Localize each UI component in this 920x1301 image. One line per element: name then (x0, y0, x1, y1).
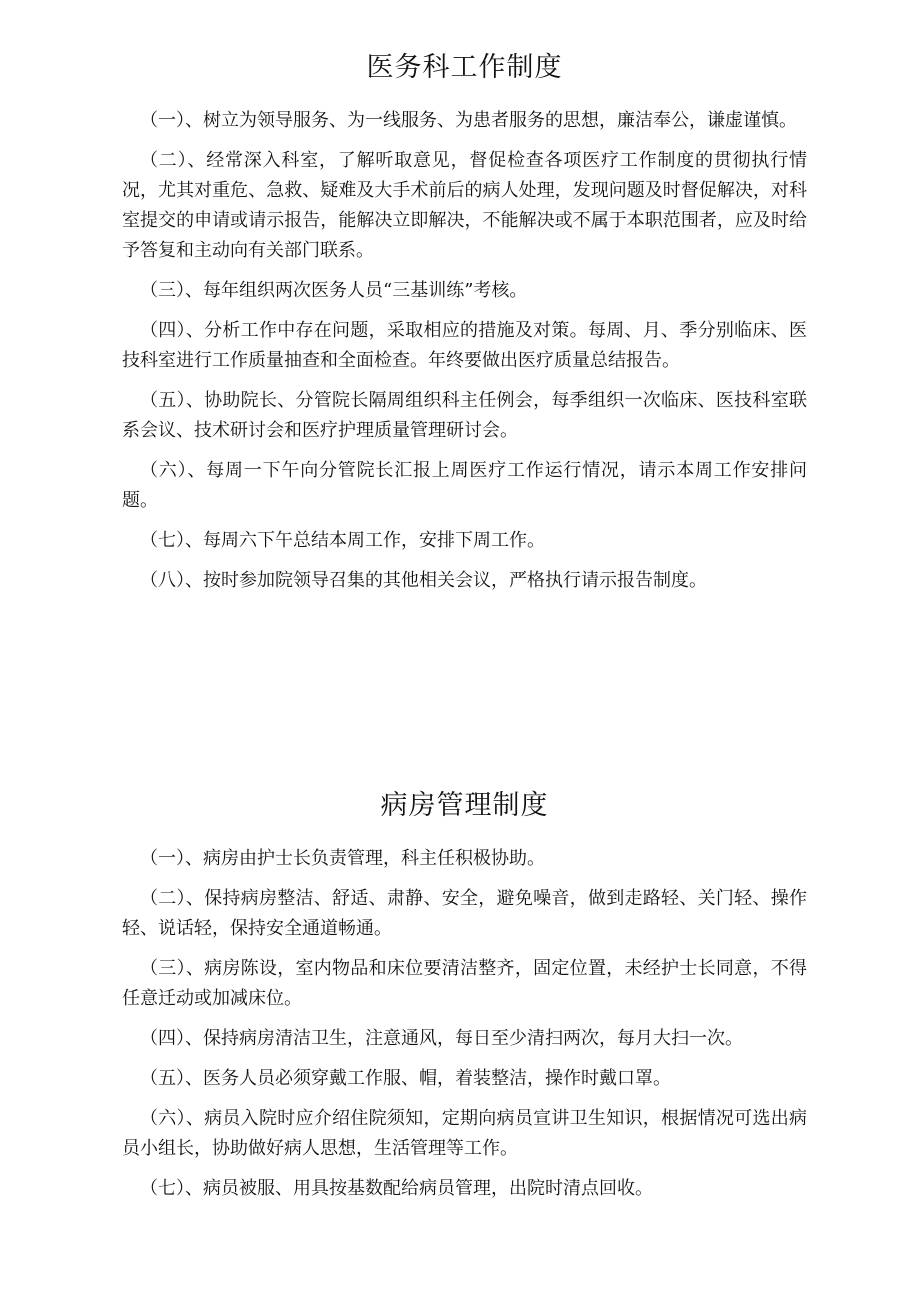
section-ward-management-rules (122, 788, 807, 1214)
paragraph: （七）、每周六下午总结本周工作，安排下周工作。 (140, 530, 545, 551)
section-medical-affairs-rules (122, 50, 807, 606)
section-title: 病房管理制度 (380, 790, 549, 821)
paragraph: （一）、树立为领导服务、为一线服务、为患者服务的思想，廉洁奉公，谦虚谨慎。 (140, 110, 797, 131)
paragraph: （一）、病房由护士长负责管理，科主任积极协助。 (140, 848, 545, 869)
paragraph: （二）、保持病房整洁、舒适、肃静、安全，避免噪音，做到走路轻、关门轻、操作轻、说话轻，保持安全通道畅通。 (122, 888, 807, 939)
section-title: 医务科工作制度 (366, 52, 563, 83)
paragraph: （四）、分析工作中存在问题，采取相应的措施及对策。每周、月、季分别临床、医技科室进行工作质量抽查和全面检查。年终要做出医疗质量总结报告。 (122, 320, 807, 371)
paragraph: （三）、病房陈设，室内物品和床位要清洁整齐，固定位置，未经护士长同意，不得任意迁动或加减床位。 (122, 958, 807, 1009)
paragraph: （五）、医务人员必须穿戴工作服、帽，着装整洁，操作时戴口罩。 (140, 1068, 671, 1089)
paragraph: （六）、每周一下午向分管院长汇报上周医疗工作运行情况，请示本周工作安排问题。 (122, 460, 807, 511)
paragraph: （三）、每年组织两次医务人员“三基训练”考核。 (140, 280, 528, 301)
paragraph: （五）、协助院长、分管院长隔周组织科主任例会，每季组织一次临床、医技科室联系会议、技术研讨会和医疗护理质量管理研讨会。 (122, 390, 807, 441)
paragraph: （六）、病员入院时应介绍住院须知，定期向病员宣讲卫生知识，根据情况可选出病员小组长，协助做好病人思想，生活管理等工作。 (122, 1108, 807, 1159)
paragraph: （二）、经常深入科室，了解听取意见，督促检查各项医疗工作制度的贯彻执行情况，尤其对重危、急救、疑难及大手术前后的病人处理，发现问题及时督促解决，对科室提交的申请或请示报告，能解决立即解决，不能解决或不属于本职范围者，应及时给予答复和主动向有关部门联系。 (122, 150, 807, 261)
paragraph: （七）、病员被服、用具按基数配给病员管理，出院时清点回收。 (140, 1178, 653, 1199)
paragraph: （四）、保持病房清洁卫生，注意通风，每日至少清扫两次，每月大扫一次。 (140, 1028, 743, 1049)
paragraph: （八）、按时参加院领导召集的其他相关会议，严格执行请示报告制度。 (140, 570, 707, 591)
